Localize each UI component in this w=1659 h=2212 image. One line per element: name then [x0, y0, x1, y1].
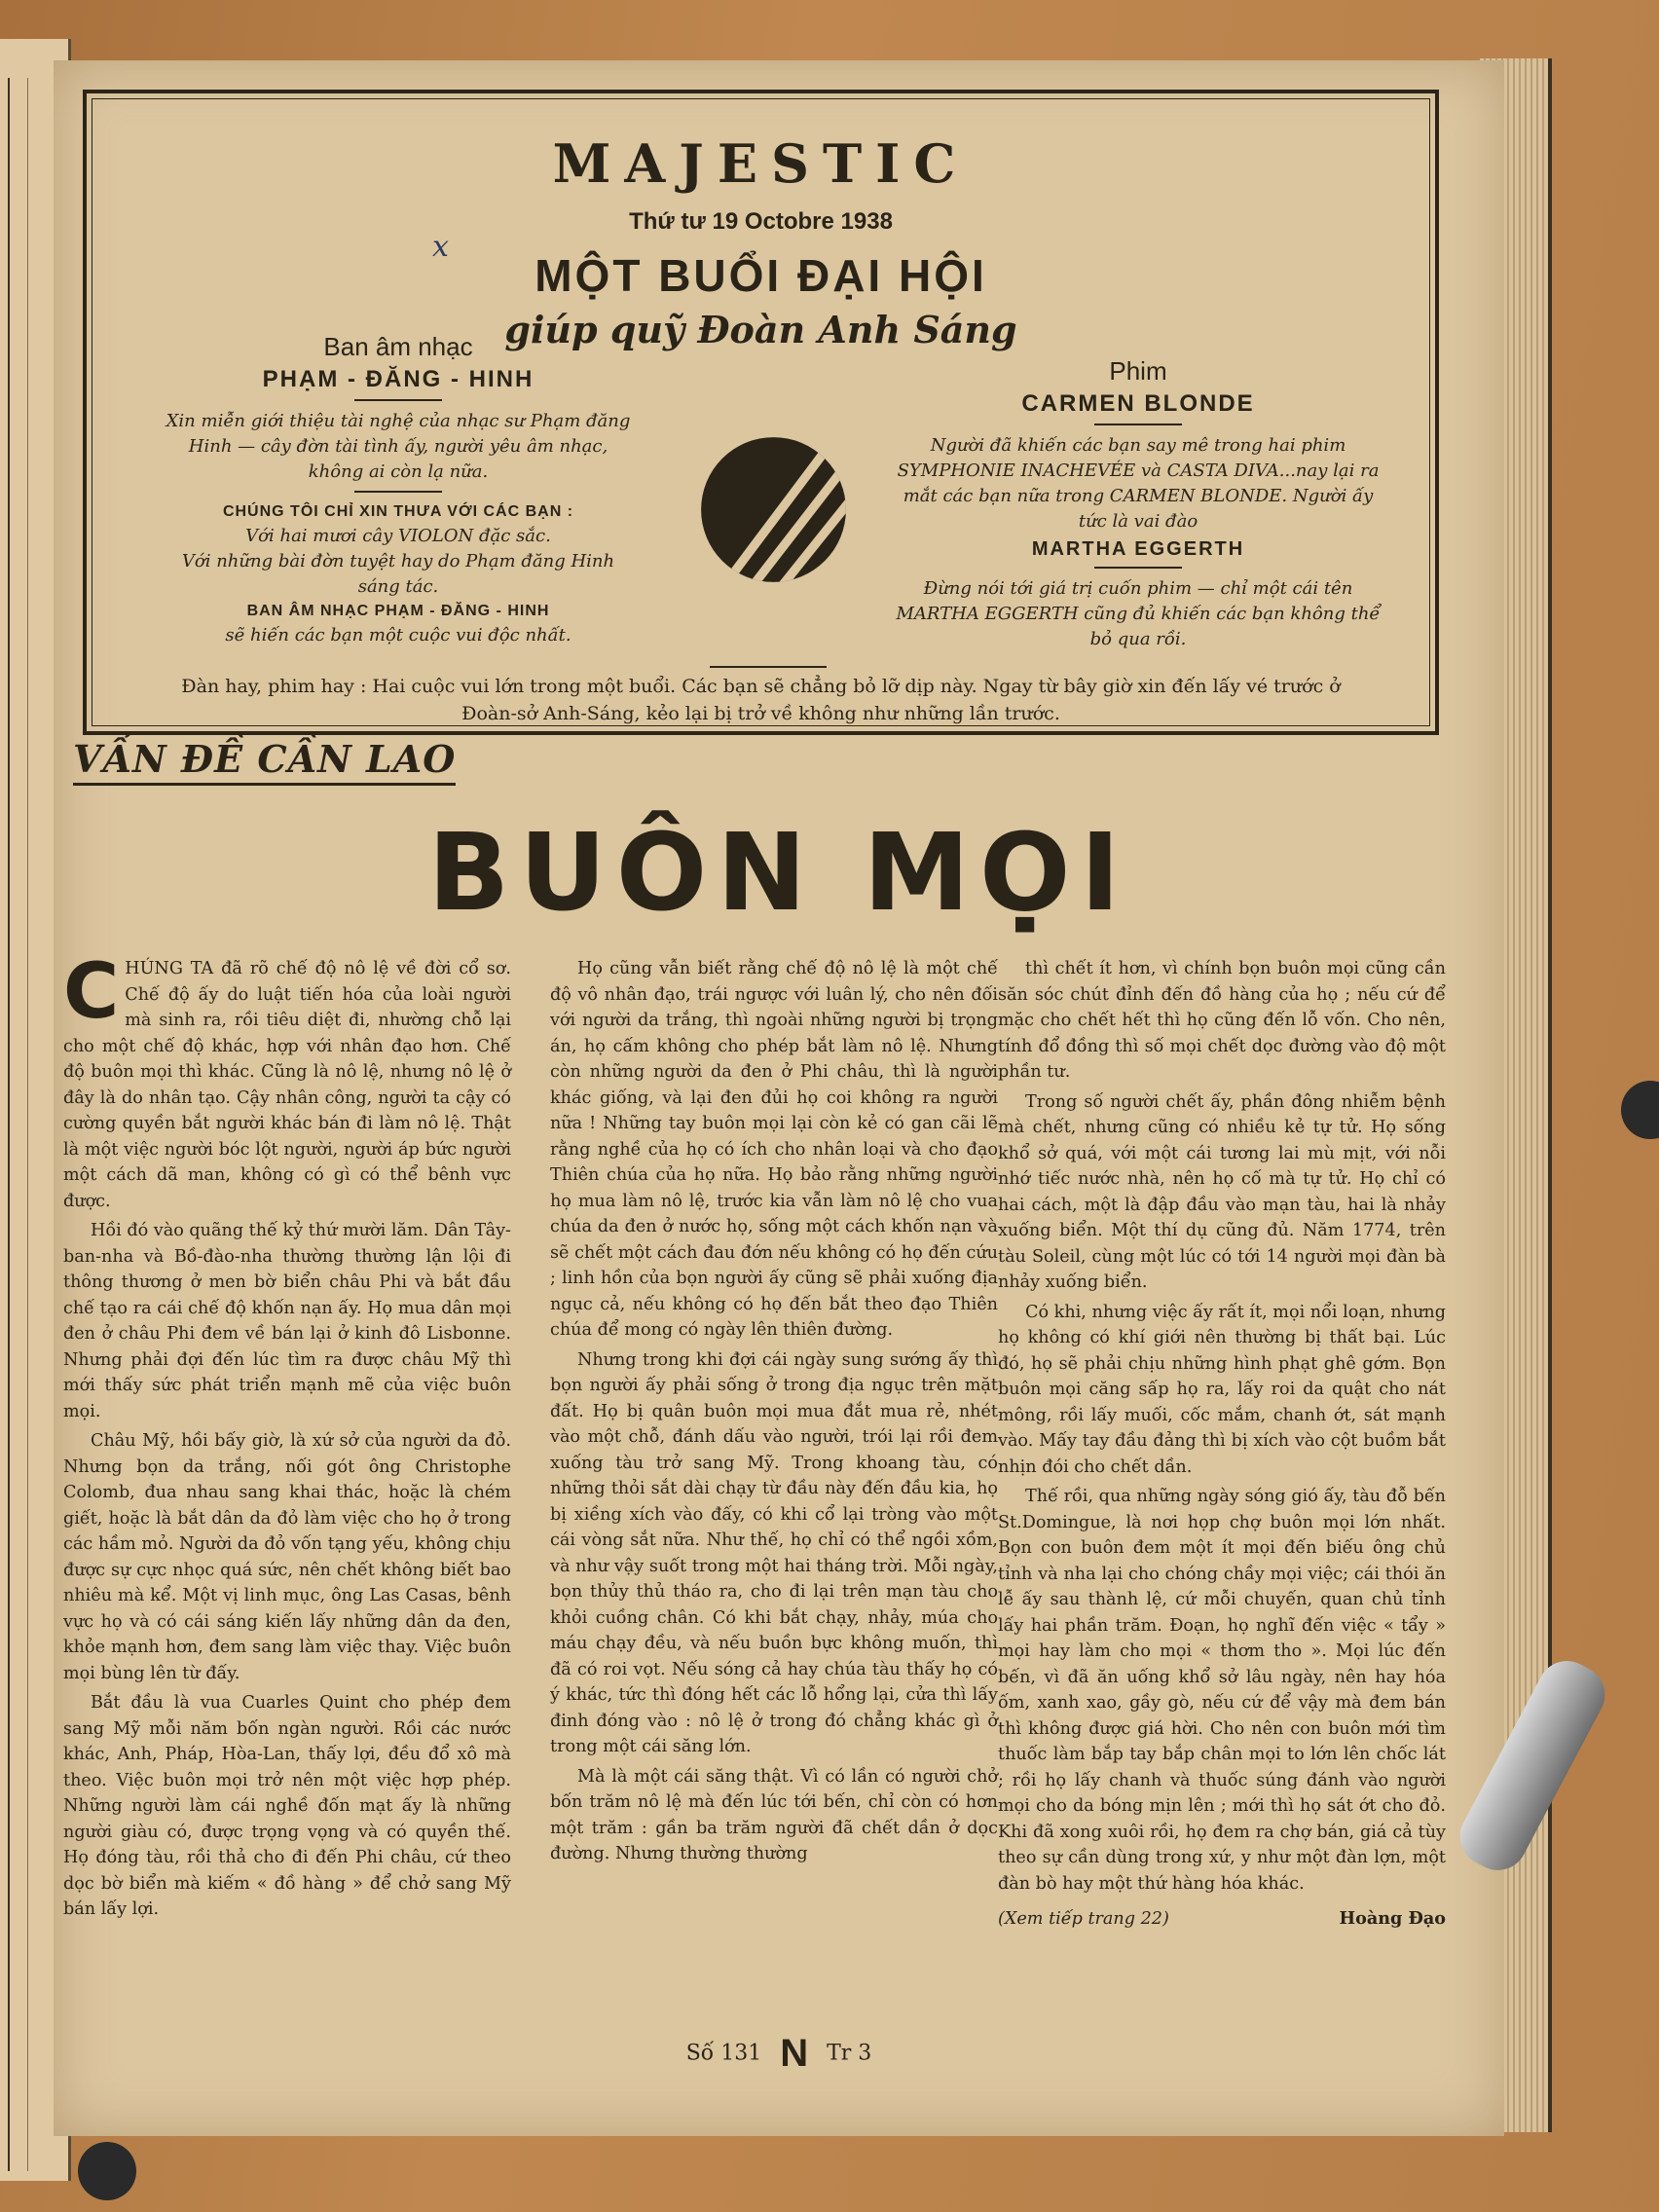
- film-close: Đừng nói tới giá trị cuốn phim — chỉ một cái tên MARTHA EGGERTH cũng đủ khiến các bạn không thể bỏ qua rồi.: [896, 578, 1381, 649]
- music-caps-line: CHÚNG TÔI CHỈ XIN THƯA VỚI CÁC BẠN :: [222, 503, 574, 520]
- music-band-name: PHẠM - ĐĂNG - HINH: [262, 366, 535, 392]
- handwritten-mark: x: [432, 230, 449, 264]
- continuation-line: [998, 1906, 1446, 1933]
- music-point-1: Với hai mươi cây VIOLON đặc sắc.: [245, 526, 551, 546]
- continued-note: (Xem tiếp trang 22): [998, 1909, 1169, 1929]
- article-column-1: [63, 948, 511, 1927]
- ngay-nay-mark: N: [780, 2032, 809, 2075]
- music-intro: Xin miễn giới thiệu tài nghệ của nhạc sư Phạm đăng Hinh — cây đờn tài tình ấy, người yêu âm nhạc, không ai còn lạ nữa.: [166, 411, 631, 482]
- music-close: sẽ hiến các bạn một cuộc vui độc nhất.: [225, 625, 571, 645]
- cinema-advertisement: [83, 90, 1439, 735]
- ad-film-column: [895, 356, 1382, 652]
- ad-music-column: [160, 332, 637, 648]
- paragraph: Mà là một cái săng thật. Vì có lần có người chở bốn trăm nô lệ mà đến lúc tới bến, chỉ còn có hơn một trăm : gần ba trăm người đã chết dần ở dọc đường. Nhưng thường thường: [550, 1766, 998, 1863]
- film-title: CARMEN BLONDE: [1021, 390, 1255, 417]
- article-rubric: VẤN ĐỀ CẦN LAO: [73, 737, 456, 786]
- newspaper-page: [54, 60, 1504, 2136]
- paragraph: Nhưng trong khi đợi cái ngày sung sướng ấy thì bọn người ấy phải sống ở trong địa ngục trên mặt đất. Họ bị quân buôn mọi mua đắt mua rẻ, nhét vào một chỗ, đánh dấu vào người, trói lại rồi đem xuống tàu trở sang Mỹ. Trong khoang tàu, có những thỏi sắt dài chạy từ đầu này đến đầu kia, họ bị xiềng xích vào đấy, có khi cổ lại tròng vào một cái vòng sắt nữa. Như thế, họ chỉ có thể ngồi xồm, và như vậy suốt trong một hai tháng trời. Mỗi ngày, bọn thủy thủ tháo ra, cho đi lại trên mạn tàu cho khỏi cuồng chân. Có khi bắt chạy, nhảy, múa cho máu chạy đều, và nếu buồn bực không muốn, thì đã có roi vọt. Nếu sóng cả hay chúa tàu thấy họ có ý khác, tức thì đóng hết các lỗ hổng lại, cửa thì lấy đinh đóng vào : nô lệ ở trong đó chẳng khác gì ở trong một cái săng lớn.: [550, 1349, 998, 1756]
- paragraph: thì chết ít hơn, vì chính bọn buôn mọi cũng cần săn sóc chút đỉnh đến đồ hàng của họ ; nếu cứ để mặc cho chết hết thì họ cũng đến lỗ vốn. Cho nên, tính đổ đồng thì số mọi chết dọc đường vào độ một phần tư.: [998, 959, 1446, 1082]
- film-intro: Người đã khiến các bạn say mê trong hai phim SYMPHONIE INACHEVÉE và CASTA DIVA...nay lại ra mắt các bạn nữa trong CARMEN BLONDE. Người ấy tức là vai đào: [897, 435, 1380, 532]
- ad-date: Thứ tư 19 Octobre 1938: [629, 208, 893, 235]
- paragraph: Trong số người chết ấy, phần đông nhiễm bệnh mà chết, nhưng cũng có nhiều kẻ tự tử. Họ sống khổ sở quá, với một cái tương lai mù mịt, với nỗi nhớ tiếc nước nhà, nên họ cố mà tự tử. Họ chỉ có hai cách, một là đập đầu vào mạn tàu, hai là nhảy xuống biển. Một thí dụ cũng đủ. Năm 1774, trên tàu Soleil, cùng một lúc có tới 14 người mọi đàn bà nhảy xuống biển.: [998, 1091, 1446, 1292]
- page-number: Tr 3: [827, 2041, 872, 2066]
- paragraph: Thế rồi, qua những ngày sóng gió ấy, tàu đỗ bến St.Domingue, là nơi họp chợ buôn mọi lớn nhất. Bọn con buôn đem một ít mọi đến biếu ông chủ tỉnh và nha lại cho chóng chầy mọi việc; cái thói ăn lễ ấy sau thành lệ, cứ mỗi chuyến, quan chủ tỉnh lấy hai phần trăm. Đoạn, họ nghĩ đến việc « tẩy » mọi hay làm cho mọi « thơm tho ». Mọi lúc đến bến, vì đã ăn uống khổ sở lâu ngày, nên hay hóa ốm, xanh xao, gầy gò, nếu cứ để vậy mà đem bán thì không được giá hời. Cho nên con buôn mới tìm thuốc làm bắp tay bắp chân mọi to lớn lên chốc lát ; rồi họ lấy chanh và thuốc súng đánh vào người mọi cho da bóng mịn lên ; mới thì họ sát ớt cho đỏ. Khi đã xong xuôi rồi, họ đem ra chợ bán, giá cả tùy theo sự cần dùng trong xứ, y như một đàn lợn, một đàn bò hay một thứ hàng hóa khác.: [998, 1487, 1446, 1894]
- paragraph: Bắt đầu là vua Cuarles Quint cho phép đem sang Mỹ mỗi năm bốn ngàn người. Rồi các nước khác, Anh, Pháp, Hòa-Lan, thấy lợi, đều đổ xô mà theo. Việc buôn mọi trở nên một việc hợp phép. Những người làm cái nghề đốn mạt ấy là những người giàu có, được trọng vọng và có quyền thế. Họ đóng tàu, rồi thả cho đi đến Phi châu, cứ theo dọc bờ biển mà kiếm « đồ hàng » để chở sang Mỹ bán lấy lợi.: [63, 1693, 511, 1919]
- ad-footer-text: Đàn hay, phim hay : Hai cuộc vui lớn trong một buổi. Các bạn sẽ chẳng bỏ lỡ dịp này. Ngay từ bây giờ xin đến lấy vé trước ở Đoàn-sở Anh-Sáng, kẻo lại bị trở về không như những lần trước.: [181, 676, 1341, 724]
- drop-cap: C: [63, 948, 120, 1036]
- film-star: MARTHA EGGERTH: [1031, 538, 1245, 560]
- article-headline: BUÔN MỌI: [427, 810, 1130, 935]
- paragraph: Họ cũng vẫn biết rằng chế độ nô lệ là một chế độ vô nhân đạo, trái ngược với luân lý, cho nên đối với người da trắng, thì ngoài những người bị trọng án, họ cấm không cho phép bắt làm nô lệ. Nhưng còn những người da đen ở Phi châu, thì là người khác giống, và lại đen đủi họ coi không ra người nữa ! Những tay buôn mọi lại còn kẻ có gan cãi lẽ rằng nghề của họ có ích cho nhân loại và cho đạo Thiên chúa của họ nữa. Họ bảo rằng những người họ mua làm nô lệ, trước kia vẫn làm nô lệ cho vua chúa da đen ở nước họ, sống một cách khốn nạn và sẽ chết một cách đau đớn nếu không có họ đến cứu ; linh hồn của bọn người ấy cũng sẽ phải xuống địa ngục cả, nếu không có họ đến bắt theo đạo Thiên chúa để mong có ngày lên thiên đường.: [550, 959, 998, 1340]
- paragraph: CHÚNG TA đã rõ chế độ nô lệ về đời cổ sơ. Chế độ ấy do luật tiến hóa của loài người mà sinh ra, rồi tiêu diệt đi, nhường chỗ lại cho một chế độ khác, hợp với nhân đạo hơn. Chế độ buôn mọi thì khác. Cũng là nô lệ, nhưng nô lệ ở đây là do nhân tạo. Cậy nhân công, người ta cậy có cường quyền bắt người khác bán đi làm nô lệ. Thật là một việc người bóc lột người, người áp bức người một cách dã man, không có gì có thể bênh vực được.: [63, 948, 511, 1211]
- issue-number: Số 131: [685, 2041, 762, 2066]
- binder-clip: [78, 2142, 136, 2200]
- ad-subtitle: giúp quỹ Đoàn Anh Sáng: [504, 308, 1017, 351]
- music-caps-band: BAN ÂM NHẠC PHẠM - ĐĂNG - HINH: [246, 603, 550, 619]
- article-author: Hoàng Đạo: [1339, 1908, 1446, 1929]
- page-folio: [54, 2032, 1504, 2076]
- article-column-2: [550, 956, 998, 1871]
- music-heading: Ban âm nhạc: [323, 332, 473, 361]
- music-point-2: Với những bài đờn tuyệt hay do Phạm đăng Hinh sáng tác.: [181, 551, 615, 597]
- ad-venue: MAJESTIC: [552, 132, 970, 195]
- film-heading: Phim: [1109, 356, 1167, 386]
- article-body: [63, 948, 1475, 2046]
- paragraph: Châu Mỹ, hồi bấy giờ, là xứ sở của người da đỏ. Nhưng bọn da trắng, nối gót ông Christophe Colomb, đua nhau sang khai thác, hoặc là chém giết, hoặc là bắt dân da đỏ làm việc cho họ ở trong các hầm mỏ. Người da đỏ vốn tạng yếu, không chịu được sự cực nhọc quá sức, nên chết không biết bao nhiêu mà kể. Một vị linh mục, ông Las Casas, bênh vực họ và có cái sáng kiến lấy những dân da đen, khỏe mạnh hơn, đem sang làm việc thay. Việc buôn mọi bùng lên từ đấy.: [63, 1431, 511, 1683]
- anh-sang-logo-icon: [698, 434, 849, 585]
- paragraph: Có khi, nhưng việc ấy rất ít, mọi nổi loạn, nhưng họ không có khí giới nên thường bị thất bại. Lúc đó, họ sẽ phải chịu những hình phạt ghê gớm. Bọn buôn mọi căng sấp họ ra, lấy roi da quật cho nát mông, rồi lấy muối, cốc mắm, chanh ớt, sát mạnh vào. Mấy tay đầu đảng thì bị xích vào cột buồm bắt nhịn đói cho chết dần.: [998, 1302, 1446, 1477]
- paragraph: Hồi đó vào quãng thế kỷ thứ mười lăm. Dân Tây-ban-nha và Bồ-đào-nha thường thường lận lội đi thông thương ở men bờ biển châu Phi và bắt đầu chế tạo ra cái chế độ khốn nạn ấy. Họ mua dân mọi đen ở châu Phi đem về bán lại ở kinh đô Lisbonne. Nhưng phải đợi đến lúc tìm ra được châu Mỹ thì mới thấy sức phát triển mạnh mẽ của việc buôn mọi.: [63, 1221, 511, 1421]
- ad-event-title: MỘT BUỔI ĐẠI HỘI: [535, 250, 987, 301]
- article-column-3: [998, 956, 1446, 1936]
